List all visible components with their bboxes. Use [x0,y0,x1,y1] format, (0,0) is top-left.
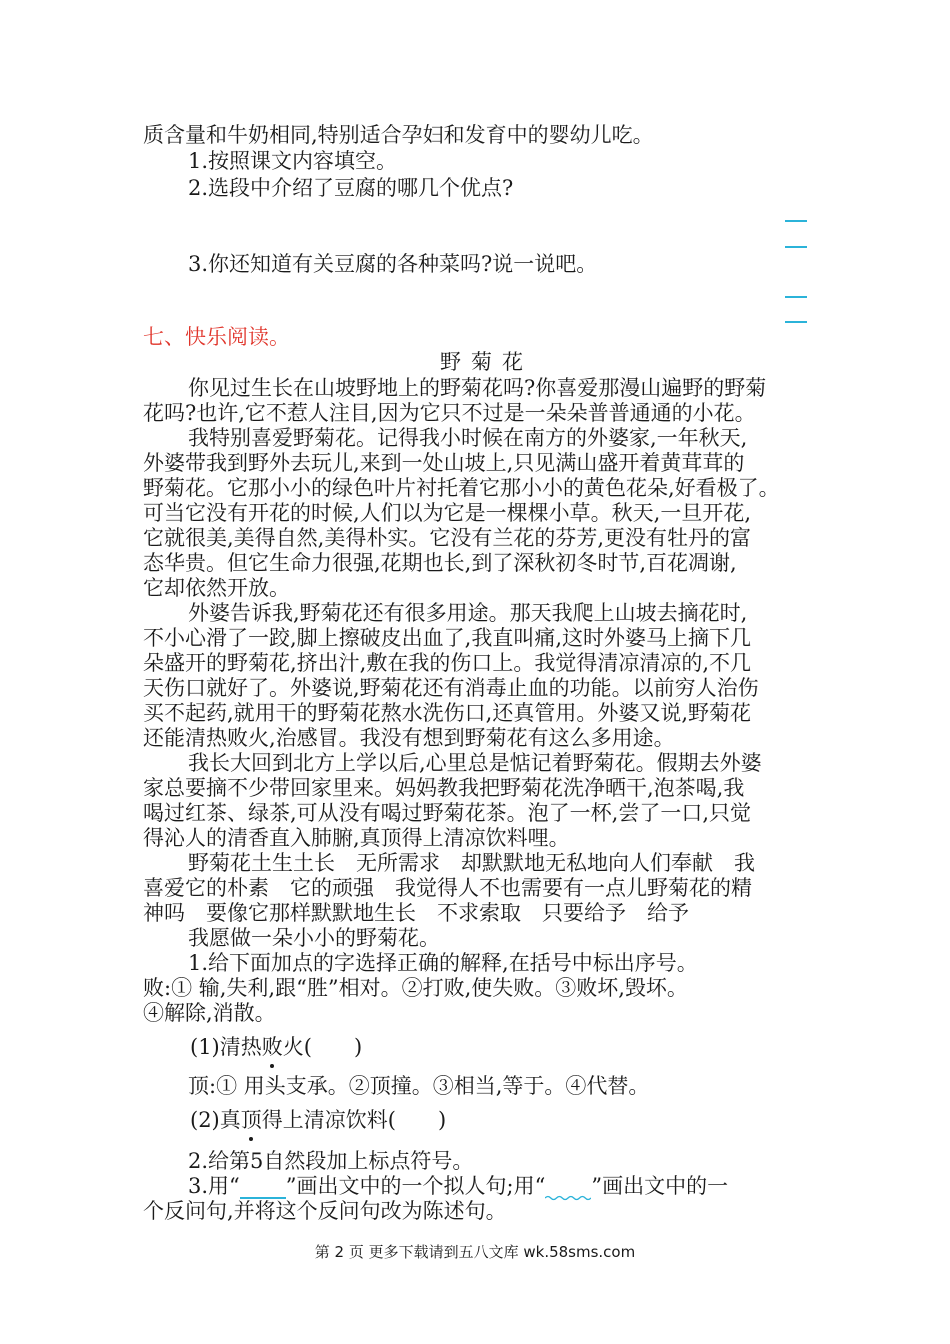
answer-line[interactable] [785,246,807,248]
question-7-3 [188,1173,728,1199]
straight-underline-sample [240,1177,286,1199]
ding-definitions: 顶:① 用头支承。②顶撞。③相当,等于。④代替。 [188,1074,650,1098]
passage-line: 你见过生长在山坡野地上的野菊花吗?你喜爱那漫山遍野的野菊 [188,376,767,400]
passage-line: 还能清热败火,治感冒。我没有想到野菊花有这么多用途。 [143,726,675,750]
answer-line[interactable] [785,220,807,222]
passage-line: 外婆带我到野外去玩儿,来到一处山坡上,只见满山盛开着黄茸茸的 [143,451,745,475]
dotted-character: 败 [261,1035,283,1059]
question-6-1: 1.按照课文内容填空。 [188,149,398,173]
passage-title: 野菊花 [440,350,533,374]
item-2-text: (2)真 [190,1108,241,1132]
q3-text-part1: 3.用“ [188,1174,240,1198]
question-7-1: 1.给下面加点的字选择正确的解释,在括号中标出序号。 [188,951,698,975]
bai-definitions-cont: ④解除,消散。 [143,1001,276,1025]
passage-line: 不小心滑了一跤,脚上擦破皮出血了,我直叫痛,这时外婆马上摘下几 [143,626,752,650]
answer-line[interactable] [785,296,807,298]
question-7-2: 2.给第5自然段加上标点符号。 [188,1149,474,1173]
question-6-3: 3.你还知道有关豆腐的各种菜吗?说一说吧。 [188,252,598,276]
section-7-heading: 七、快乐阅读。 [143,325,290,349]
question-7-1-item-2 [190,1107,446,1133]
passage-line: 它就很美,美得自然,美得朴实。它没有兰花的芬芳,更没有牡丹的富 [143,526,752,550]
passage-line: 态华贵。但它生命力很强,花期也长,到了深秋初冬时节,百花凋谢, [143,551,737,575]
passage-line: 家总要摘不少带回家里来。妈妈教我把野菊花洗净晒干,泡茶喝,我 [143,776,745,800]
passage-line: 喝过红茶、绿茶,可从没有喝过野菊花茶。泡了一杯,尝了一口,只觉 [143,801,752,825]
passage-line: 我特别喜爱野菊花。记得我小时候在南方的外婆家,一年秋天, [188,426,748,450]
passage-line: 天伤口就好了。外婆说,野菊花还有消毒止血的功能。以前穷人治伤 [143,676,759,700]
q3-text-part2: ”画出文中的一个拟人句;用“ [285,1174,546,1198]
passage-line: 我愿做一朵小小的野菊花。 [188,926,440,950]
item-1-text: (1)清热 [190,1035,262,1059]
item-2-answer-blank[interactable]: 得上清凉饮料( ) [261,1108,447,1132]
passage-line: 我长大回到北方上学以后,心里总是惦记着野菊花。假期去外婆 [188,751,762,775]
passage-line: 外婆告诉我,野菊花还有很多用途。那天我爬上山坡去摘花时, [188,601,748,625]
question-7-3-cont: 个反问句,并将这个反问句改为陈述句。 [143,1199,507,1223]
passage-line: 买不起药,就用干的野菊花熬水洗伤口,还真管用。外婆又说,野菊花 [143,701,752,725]
question-6-2: 2.选段中介绍了豆腐的哪几个优点? [188,176,514,200]
intro-line: 质含量和牛奶相同,特别适合孕妇和发育中的婴幼儿吃。 [143,123,654,147]
passage-line: 得沁人的清香直入肺腑,真顶得上清凉饮料哩。 [143,826,570,850]
page-footer: 第 2 页 更多下载请到五八文库 wk.58sms.com [314,1243,636,1261]
wavy-underline-sample [545,1179,591,1199]
q3-text-part3: ”画出文中的一 [591,1174,729,1198]
passage-line: 野菊花。它那小小的绿色叶片衬托着它那小小的黄色花朵,好看极了。 [143,476,780,500]
passage-line: 可当它没有开花的时候,人们以为它是一棵棵小草。秋天,一旦开花, [143,501,752,525]
passage-line: 野菊花土生土长 无所需求 却默默地无私地向人们奉献 我 [188,851,755,875]
passage-line: 它却依然开放。 [143,576,290,600]
dotted-character: 顶 [240,1108,262,1132]
passage-line: 神吗 要像它那样默默地生长 不求索取 只要给予 给予 [143,901,689,925]
answer-line[interactable] [785,321,807,323]
bai-definitions: 败:① 输,失利,跟“胜”相对。②打败,使失败。③败坏,毁坏。 [143,976,688,1000]
item-1-answer-blank[interactable]: 火( ) [282,1035,363,1059]
passage-line: 朵盛开的野菊花,挤出汁,敷在我的伤口上。我觉得清凉清凉的,不几 [143,651,752,675]
passage-line: 喜爱它的朴素 它的顽强 我觉得人不也需要有一点儿野菊花的精 [143,876,752,900]
question-7-1-item-1 [190,1034,362,1060]
passage-line: 花吗?也许,它不惹人注目,因为它只不过是一朵朵普普通通的小花。 [143,401,756,425]
